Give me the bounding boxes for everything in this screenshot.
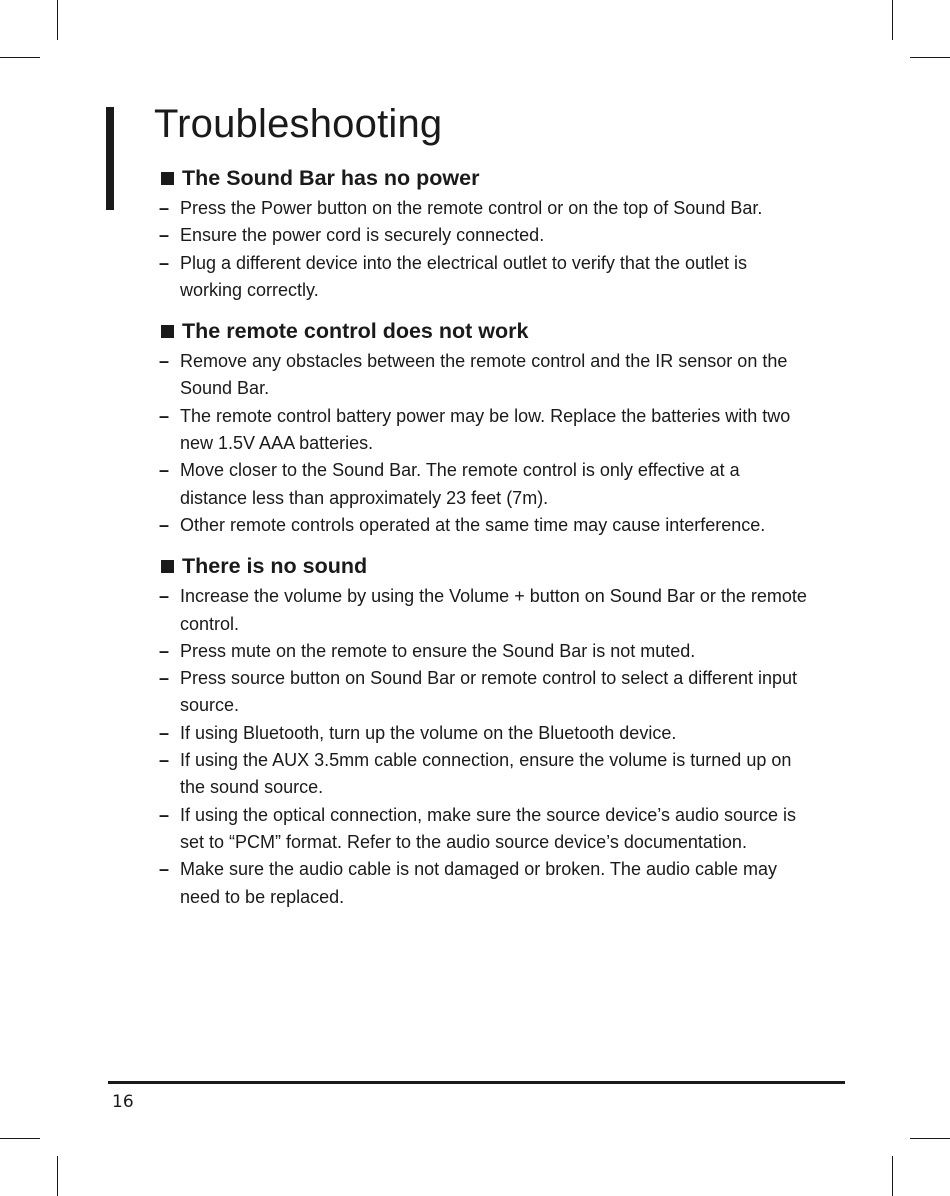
crop-mark-top-left-horizontal (0, 57, 40, 58)
list-item (158, 856, 808, 911)
list-item-text: If using the AUX 3.5mm cable connection, ensure the volume is turned up on the sound source. (180, 750, 792, 798)
square-bullet-icon (161, 172, 174, 185)
list-item (158, 665, 808, 720)
list-item (158, 638, 808, 665)
dash-bullet-icon: – (159, 351, 170, 372)
list-item-text: If using the optical connection, make sure the source device’s audio source is set to “PCM” format. Refer to the audio source device’s documentation. (180, 804, 797, 852)
section-no-sound (158, 551, 808, 911)
list-item-text: Other remote controls operated at the same time may cause interference. (180, 514, 766, 535)
footer-rule (108, 1081, 845, 1084)
list-item-text: Press source button on Sound Bar or remote control to select a different input source. (180, 668, 798, 716)
dash-bullet-icon: – (159, 460, 170, 481)
section-heading-text: There is no sound (182, 554, 368, 579)
section-remote-not-working (158, 316, 808, 539)
dash-bullet-icon: – (159, 514, 170, 535)
section-heading-text: The Sound Bar has no power (182, 166, 480, 190)
crop-mark-top-right-horizontal (910, 57, 950, 58)
page-number: 16 (112, 1092, 134, 1112)
dash-bullet-icon: – (159, 225, 170, 246)
list-item (158, 457, 808, 512)
list-item (158, 747, 808, 802)
list-item-text: Make sure the audio cable is not damaged or broken. The audio cable may need to be replaced. (180, 859, 778, 907)
dash-bullet-icon: – (159, 640, 170, 661)
section-heading (158, 316, 808, 346)
section-heading-text: The remote control does not work (182, 319, 529, 344)
crop-mark-bottom-right-vertical (892, 1156, 893, 1196)
list-item-text: The remote control battery power may be low. Replace the batteries with two new 1.5V AAA batteries. (180, 405, 791, 454)
list-item-text: Move closer to the Sound Bar. The remote control is only effective at a distance less than approximately 23 feet (7m). (180, 460, 740, 508)
dash-bullet-icon: – (159, 405, 170, 426)
list-item (158, 802, 808, 857)
dash-bullet-icon: – (159, 859, 170, 880)
list-item (158, 195, 808, 222)
square-bullet-icon (161, 560, 174, 573)
dash-bullet-icon: – (159, 750, 170, 771)
list-item (158, 512, 808, 539)
dash-bullet-icon: – (159, 586, 170, 607)
square-bullet-icon (161, 325, 174, 338)
crop-mark-bottom-left-horizontal (0, 1138, 40, 1139)
list-item (158, 250, 808, 305)
list-item-text: Increase the volume by using the Volume + button on Sound Bar or the remote control. (180, 586, 807, 634)
dash-bullet-icon: – (159, 668, 170, 689)
item-list (158, 348, 808, 539)
list-item-text: Remove any obstacles between the remote control and the IR sensor on the Sound Bar. (180, 351, 788, 399)
item-list (158, 583, 808, 911)
list-item-text: Press the Power button on the remote control or on the top of Sound Bar. (180, 198, 763, 218)
list-item (158, 583, 808, 638)
dash-bullet-icon: – (159, 198, 170, 218)
list-item-text: Ensure the power cord is securely connected. (180, 225, 545, 246)
item-list (158, 195, 808, 304)
dash-bullet-icon: – (159, 804, 170, 825)
list-item-text: Press mute on the remote to ensure the Sound Bar is not muted. (180, 640, 696, 661)
list-item (158, 403, 808, 458)
dash-bullet-icon: – (159, 722, 170, 743)
dash-bullet-icon: – (159, 252, 170, 273)
section-heading (158, 163, 808, 193)
crop-mark-bottom-left-vertical (57, 1156, 58, 1196)
title-accent-bar (106, 107, 114, 210)
crop-mark-top-right-vertical (892, 0, 893, 40)
troubleshooting-content (158, 163, 808, 923)
list-item-text: Plug a different device into the electrical outlet to verify that the outlet is working correctly. (180, 252, 747, 300)
section-heading (158, 551, 808, 581)
page-title: Troubleshooting (154, 102, 443, 146)
list-item (158, 348, 808, 403)
list-item-text: If using Bluetooth, turn up the volume on the Bluetooth device. (180, 722, 677, 743)
list-item (158, 720, 808, 747)
list-item (158, 222, 808, 249)
section-no-power (158, 163, 808, 304)
crop-mark-top-left-vertical (57, 0, 58, 40)
crop-mark-bottom-right-horizontal (910, 1138, 950, 1139)
